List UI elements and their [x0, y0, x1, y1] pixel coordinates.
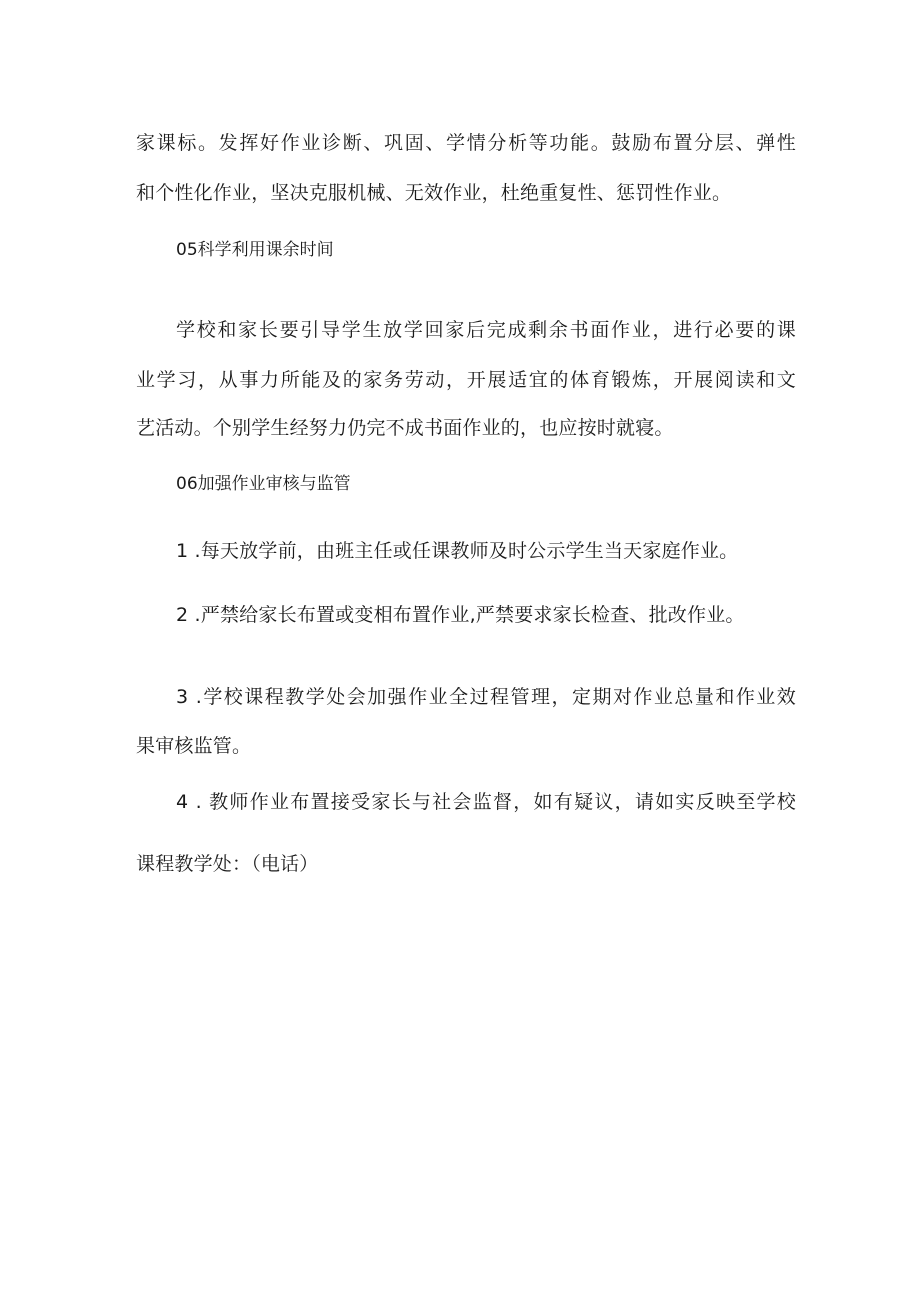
section-05-heading: 05科学利用课余时间 — [176, 240, 334, 260]
section-06-item-1: 1 .每天放学前，由班主任或任课教师及时公示学生当天家庭作业。 — [176, 540, 739, 562]
section-05-line-2: 业学习，从事力所能及的家务劳动，开展适宜的体育锻炼，开展阅读和文 — [136, 369, 796, 391]
paragraph-1-line-2: 和个性化作业，坚决克服机械、无效作业，杜绝重复性、惩罚性作业。 — [136, 182, 732, 204]
section-06-heading: 06加强作业审核与监管 — [176, 474, 351, 494]
section-05-line-3: 艺活动。个别学生经努力仍完不成书面作业的，也应按时就寝。 — [136, 417, 674, 439]
section-06-item-4-line-1: 4 . 教师作业布置接受家长与社会监督，如有疑议，请如实反映至学校 — [176, 791, 796, 813]
section-05-line-1: 学校和家长要引导学生放学回家后完成剩余书面作业，进行必要的课 — [176, 319, 796, 341]
section-06-item-2: 2 .严禁给家长布置或变相布置作业,严禁要求家长检查、批改作业。 — [176, 604, 745, 626]
section-06-item-4-line-2: 课程教学处：（电话） — [136, 853, 319, 875]
section-06-item-3-line-2: 果审核监管。 — [136, 735, 252, 757]
section-06-item-3-line-1: 3 .学校课程教学处会加强作业全过程管理，定期对作业总量和作业效 — [176, 686, 796, 708]
paragraph-1-line-1: 家课标。发挥好作业诊断、巩固、学情分析等功能。鼓励布置分层、弹性 — [136, 132, 796, 154]
